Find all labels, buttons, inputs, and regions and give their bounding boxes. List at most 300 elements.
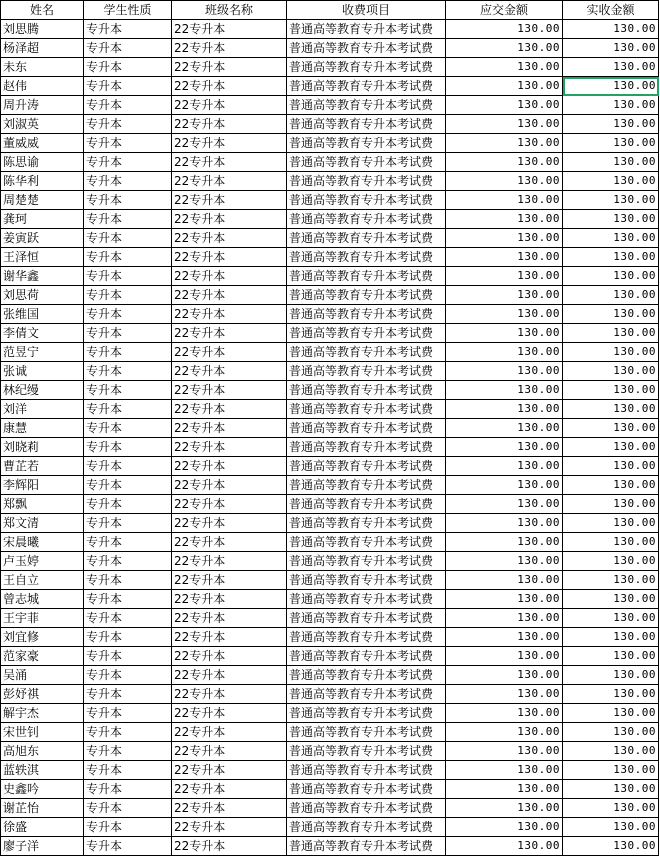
cell-student-type[interactable]: 专升本 xyxy=(84,533,172,552)
cell-amount-paid[interactable]: 130.00 xyxy=(563,58,659,77)
cell-amount-due[interactable]: 130.00 xyxy=(446,438,563,457)
table-row xyxy=(1,647,659,666)
cell-amount-paid[interactable]: 130.00 xyxy=(563,761,659,780)
cell-fee-item[interactable]: 普通高等教育专升本考试费 xyxy=(287,723,446,742)
cell-student-type[interactable]: 专升本 xyxy=(84,400,172,419)
table-row xyxy=(1,628,659,647)
cell-name[interactable]: 刘宜修 xyxy=(1,628,84,647)
cell-student-type[interactable]: 专升本 xyxy=(84,590,172,609)
cell-amount-due[interactable]: 130.00 xyxy=(446,476,563,495)
cell-fee-item[interactable]: 普通高等教育专升本考试费 xyxy=(287,267,446,286)
cell-fee-item[interactable]: 普通高等教育专升本考试费 xyxy=(287,761,446,780)
cell-fee-item[interactable]: 普通高等教育专升本考试费 xyxy=(287,704,446,723)
cell-student-type[interactable]: 专升本 xyxy=(84,666,172,685)
cell-amount-paid[interactable]: 130.00 xyxy=(563,590,659,609)
cell-class-name[interactable]: 22专升本 xyxy=(172,590,287,609)
cell-student-type[interactable]: 专升本 xyxy=(84,286,172,305)
cell-class-name[interactable]: 22专升本 xyxy=(172,96,287,115)
header-amount-due[interactable]: 应交金额 xyxy=(446,1,563,20)
cell-amount-paid[interactable]: 130.00 xyxy=(563,172,659,191)
cell-fee-item[interactable]: 普通高等教育专升本考试费 xyxy=(287,552,446,571)
cell-fee-item[interactable]: 普通高等教育专升本考试费 xyxy=(287,77,446,96)
cell-amount-due[interactable]: 130.00 xyxy=(446,343,563,362)
cell-fee-item[interactable]: 普通高等教育专升本考试费 xyxy=(287,685,446,704)
cell-class-name[interactable]: 22专升本 xyxy=(172,780,287,799)
cell-amount-due[interactable]: 130.00 xyxy=(446,39,563,58)
cell-amount-due[interactable]: 130.00 xyxy=(446,381,563,400)
cell-student-type[interactable]: 专升本 xyxy=(84,476,172,495)
cell-amount-due[interactable]: 130.00 xyxy=(446,419,563,438)
cell-amount-paid[interactable]: 130.00 xyxy=(563,552,659,571)
cell-student-type[interactable]: 专升本 xyxy=(84,58,172,77)
cell-fee-item[interactable]: 普通高等教育专升本考试费 xyxy=(287,210,446,229)
cell-class-name[interactable]: 22专升本 xyxy=(172,685,287,704)
cell-amount-paid[interactable]: 130.00 xyxy=(563,153,659,172)
cell-amount-paid[interactable]: 130.00 xyxy=(563,324,659,343)
cell-amount-due[interactable]: 130.00 xyxy=(446,400,563,419)
cell-fee-item[interactable]: 普通高等教育专升本考试费 xyxy=(287,286,446,305)
cell-name[interactable]: 郑飘 xyxy=(1,495,84,514)
table-row xyxy=(1,343,659,362)
cell-class-name[interactable]: 22专升本 xyxy=(172,77,287,96)
table-row xyxy=(1,39,659,58)
cell-amount-paid[interactable]: 130.00 xyxy=(563,799,659,818)
cell-student-type[interactable]: 专升本 xyxy=(84,723,172,742)
cell-student-type[interactable]: 专升本 xyxy=(84,39,172,58)
cell-student-type[interactable]: 专升本 xyxy=(84,248,172,267)
cell-name[interactable]: 刘思腾 xyxy=(1,20,84,39)
cell-student-type[interactable]: 专升本 xyxy=(84,267,172,286)
cell-class-name[interactable]: 22专升本 xyxy=(172,305,287,324)
cell-fee-item[interactable]: 普通高等教育专升本考试费 xyxy=(287,381,446,400)
cell-amount-due[interactable]: 130.00 xyxy=(446,153,563,172)
table-row xyxy=(1,58,659,77)
cell-student-type[interactable]: 专升本 xyxy=(84,305,172,324)
cell-amount-paid[interactable]: 130.00 xyxy=(563,39,659,58)
cell-fee-item[interactable]: 普通高等教育专升本考试费 xyxy=(287,647,446,666)
cell-student-type[interactable]: 专升本 xyxy=(84,457,172,476)
cell-name[interactable]: 吴涌 xyxy=(1,666,84,685)
cell-class-name[interactable]: 22专升本 xyxy=(172,552,287,571)
cell-student-type[interactable]: 专升本 xyxy=(84,761,172,780)
cell-name[interactable]: 未东 xyxy=(1,58,84,77)
cell-fee-item[interactable]: 普通高等教育专升本考试费 xyxy=(287,362,446,381)
cell-amount-paid[interactable]: 130.00 xyxy=(563,96,659,115)
cell-amount-due[interactable]: 130.00 xyxy=(446,362,563,381)
cell-student-type[interactable]: 专升本 xyxy=(84,438,172,457)
header-student-type[interactable]: 学生性质 xyxy=(84,1,172,20)
cell-amount-paid[interactable]: 130.00 xyxy=(563,419,659,438)
cell-class-name[interactable]: 22专升本 xyxy=(172,761,287,780)
cell-amount-paid[interactable]: 130.00 xyxy=(563,248,659,267)
cell-fee-item[interactable]: 普通高等教育专升本考试费 xyxy=(287,20,446,39)
cell-fee-item[interactable]: 普通高等教育专升本考试费 xyxy=(287,533,446,552)
table-row xyxy=(1,818,659,837)
cell-name[interactable]: 解宇杰 xyxy=(1,704,84,723)
cell-amount-due[interactable]: 130.00 xyxy=(446,96,563,115)
cell-amount-due[interactable]: 130.00 xyxy=(446,267,563,286)
cell-name[interactable]: 曹芷若 xyxy=(1,457,84,476)
cell-amount-due[interactable]: 130.00 xyxy=(446,514,563,533)
cell-student-type[interactable]: 专升本 xyxy=(84,362,172,381)
cell-amount-due[interactable]: 130.00 xyxy=(446,134,563,153)
cell-amount-due[interactable]: 130.00 xyxy=(446,761,563,780)
cell-fee-item[interactable]: 普通高等教育专升本考试费 xyxy=(287,818,446,837)
cell-amount-due[interactable]: 130.00 xyxy=(446,704,563,723)
cell-student-type[interactable]: 专升本 xyxy=(84,381,172,400)
table-row xyxy=(1,495,659,514)
cell-name[interactable]: 范昱宁 xyxy=(1,343,84,362)
cell-name[interactable]: 范家豪 xyxy=(1,647,84,666)
cell-name[interactable]: 宋晨曦 xyxy=(1,533,84,552)
cell-class-name[interactable]: 22专升本 xyxy=(172,115,287,134)
cell-name[interactable]: 廖子洋 xyxy=(1,837,84,856)
cell-name[interactable]: 刘洋 xyxy=(1,400,84,419)
cell-class-name[interactable]: 22专升本 xyxy=(172,419,287,438)
cell-name[interactable]: 姜寅跃 xyxy=(1,229,84,248)
cell-amount-due[interactable]: 130.00 xyxy=(446,20,563,39)
cell-class-name[interactable]: 22专升本 xyxy=(172,533,287,552)
cell-name[interactable]: 赵伟 xyxy=(1,77,84,96)
table-row xyxy=(1,362,659,381)
cell-student-type[interactable]: 专升本 xyxy=(84,172,172,191)
cell-amount-paid[interactable]: 130.00 xyxy=(563,837,659,856)
cell-amount-paid[interactable]: 130.00 xyxy=(563,495,659,514)
table-row xyxy=(1,761,659,780)
cell-student-type[interactable]: 专升本 xyxy=(84,647,172,666)
cell-fee-item[interactable]: 普通高等教育专升本考试费 xyxy=(287,248,446,267)
cell-student-type[interactable]: 专升本 xyxy=(84,153,172,172)
cell-amount-due[interactable]: 130.00 xyxy=(446,780,563,799)
cell-fee-item[interactable]: 普通高等教育专升本考试费 xyxy=(287,628,446,647)
cell-amount-paid[interactable]: 130.00 xyxy=(563,20,659,39)
cell-name[interactable]: 周楚楚 xyxy=(1,191,84,210)
table-row xyxy=(1,704,659,723)
cell-name[interactable]: 张维国 xyxy=(1,305,84,324)
cell-name[interactable]: 王宇菲 xyxy=(1,609,84,628)
cell-amount-paid[interactable]: 130.00 xyxy=(563,457,659,476)
cell-student-type[interactable]: 专升本 xyxy=(84,229,172,248)
cell-class-name[interactable]: 22专升本 xyxy=(172,476,287,495)
cell-student-type[interactable]: 专升本 xyxy=(84,552,172,571)
cell-class-name[interactable]: 22专升本 xyxy=(172,514,287,533)
cell-name[interactable]: 陈思谕 xyxy=(1,153,84,172)
cell-amount-due[interactable]: 130.00 xyxy=(446,533,563,552)
cell-fee-item[interactable]: 普通高等教育专升本考试费 xyxy=(287,742,446,761)
table-row xyxy=(1,590,659,609)
cell-class-name[interactable]: 22专升本 xyxy=(172,438,287,457)
cell-student-type[interactable]: 专升本 xyxy=(84,780,172,799)
cell-amount-due[interactable]: 130.00 xyxy=(446,229,563,248)
cell-class-name[interactable]: 22专升本 xyxy=(172,39,287,58)
cell-amount-due[interactable]: 130.00 xyxy=(446,115,563,134)
cell-amount-paid[interactable]: 130.00 xyxy=(563,571,659,590)
cell-student-type[interactable]: 专升本 xyxy=(84,704,172,723)
cell-amount-paid[interactable]: 130.00 xyxy=(563,400,659,419)
cell-amount-due[interactable]: 130.00 xyxy=(446,172,563,191)
cell-name[interactable]: 龚珂 xyxy=(1,210,84,229)
cell-fee-item[interactable]: 普通高等教育专升本考试费 xyxy=(287,457,446,476)
cell-name[interactable]: 李辉阳 xyxy=(1,476,84,495)
cell-student-type[interactable]: 专升本 xyxy=(84,77,172,96)
header-amount-paid[interactable]: 实收金额 xyxy=(563,1,659,20)
cell-amount-paid[interactable]: 130.00 xyxy=(563,685,659,704)
cell-amount-due[interactable]: 130.00 xyxy=(446,58,563,77)
table-row xyxy=(1,742,659,761)
cell-amount-due[interactable]: 130.00 xyxy=(446,818,563,837)
table-row xyxy=(1,96,659,115)
cell-class-name[interactable]: 22专升本 xyxy=(172,742,287,761)
cell-amount-due[interactable]: 130.00 xyxy=(446,324,563,343)
cell-name[interactable]: 王自立 xyxy=(1,571,84,590)
table-row xyxy=(1,267,659,286)
header-fee-item[interactable]: 收费项目 xyxy=(287,1,446,20)
cell-fee-item[interactable]: 普通高等教育专升本考试费 xyxy=(287,58,446,77)
cell-name[interactable]: 彭妤祺 xyxy=(1,685,84,704)
cell-amount-due[interactable]: 130.00 xyxy=(446,191,563,210)
cell-student-type[interactable]: 专升本 xyxy=(84,514,172,533)
cell-class-name[interactable]: 22专升本 xyxy=(172,191,287,210)
cell-class-name[interactable]: 22专升本 xyxy=(172,647,287,666)
cell-name[interactable]: 王泽恒 xyxy=(1,248,84,267)
cell-class-name[interactable]: 22专升本 xyxy=(172,153,287,172)
cell-class-name[interactable]: 22专升本 xyxy=(172,229,287,248)
cell-class-name[interactable]: 22专升本 xyxy=(172,609,287,628)
cell-name[interactable]: 高旭东 xyxy=(1,742,84,761)
cell-amount-due[interactable]: 130.00 xyxy=(446,248,563,267)
cell-class-name[interactable]: 22专升本 xyxy=(172,248,287,267)
table-row xyxy=(1,552,659,571)
cell-fee-item[interactable]: 普通高等教育专升本考试费 xyxy=(287,191,446,210)
cell-amount-paid[interactable]: 130.00 xyxy=(563,609,659,628)
cell-class-name[interactable]: 22专升本 xyxy=(172,571,287,590)
cell-amount-paid[interactable]: 130.00 xyxy=(563,742,659,761)
cell-fee-item[interactable]: 普通高等教育专升本考试费 xyxy=(287,153,446,172)
cell-fee-item[interactable]: 普通高等教育专升本考试费 xyxy=(287,609,446,628)
cell-amount-paid[interactable]: 130.00 xyxy=(563,666,659,685)
selected-cell[interactable]: 130.00 xyxy=(563,77,659,96)
cell-name[interactable]: 周升涛 xyxy=(1,96,84,115)
header-name[interactable]: 姓名 xyxy=(1,1,84,20)
cell-fee-item[interactable]: 普通高等教育专升本考试费 xyxy=(287,172,446,191)
cell-class-name[interactable]: 22专升本 xyxy=(172,457,287,476)
cell-fee-item[interactable]: 普通高等教育专升本考试费 xyxy=(287,837,446,856)
cell-class-name[interactable]: 22专升本 xyxy=(172,723,287,742)
cell-name[interactable]: 卢玉婷 xyxy=(1,552,84,571)
cell-amount-due[interactable]: 130.00 xyxy=(446,210,563,229)
cell-student-type[interactable]: 专升本 xyxy=(84,818,172,837)
cell-amount-paid[interactable]: 130.00 xyxy=(563,134,659,153)
table-row xyxy=(1,305,659,324)
cell-amount-paid[interactable]: 130.00 xyxy=(563,305,659,324)
cell-amount-due[interactable]: 130.00 xyxy=(446,495,563,514)
header-class-name[interactable]: 班级名称 xyxy=(172,1,287,20)
cell-student-type[interactable]: 专升本 xyxy=(84,134,172,153)
header-row xyxy=(1,1,659,20)
cell-class-name[interactable]: 22专升本 xyxy=(172,172,287,191)
cell-name[interactable]: 林纪缦 xyxy=(1,381,84,400)
cell-amount-due[interactable]: 130.00 xyxy=(446,457,563,476)
cell-class-name[interactable]: 22专升本 xyxy=(172,837,287,856)
cell-amount-paid[interactable]: 130.00 xyxy=(563,286,659,305)
cell-amount-paid[interactable]: 130.00 xyxy=(563,723,659,742)
cell-class-name[interactable]: 22专升本 xyxy=(172,20,287,39)
cell-class-name[interactable]: 22专升本 xyxy=(172,267,287,286)
cell-class-name[interactable]: 22专升本 xyxy=(172,381,287,400)
table-row xyxy=(1,210,659,229)
cell-amount-due[interactable]: 130.00 xyxy=(446,286,563,305)
cell-amount-paid[interactable]: 130.00 xyxy=(563,267,659,286)
cell-student-type[interactable]: 专升本 xyxy=(84,324,172,343)
cell-amount-paid[interactable]: 130.00 xyxy=(563,476,659,495)
cell-class-name[interactable]: 22专升本 xyxy=(172,134,287,153)
cell-fee-item[interactable]: 普通高等教育专升本考试费 xyxy=(287,229,446,248)
cell-name[interactable]: 刘晓莉 xyxy=(1,438,84,457)
cell-name[interactable]: 谢芷怡 xyxy=(1,799,84,818)
cell-class-name[interactable]: 22专升本 xyxy=(172,666,287,685)
cell-fee-item[interactable]: 普通高等教育专升本考试费 xyxy=(287,134,446,153)
cell-fee-item[interactable]: 普通高等教育专升本考试费 xyxy=(287,419,446,438)
cell-student-type[interactable]: 专升本 xyxy=(84,628,172,647)
cell-student-type[interactable]: 专升本 xyxy=(84,115,172,134)
cell-amount-due[interactable]: 130.00 xyxy=(446,609,563,628)
cell-class-name[interactable]: 22专升本 xyxy=(172,324,287,343)
cell-amount-paid[interactable]: 130.00 xyxy=(563,381,659,400)
cell-class-name[interactable]: 22专升本 xyxy=(172,818,287,837)
table-row xyxy=(1,533,659,552)
cell-student-type[interactable]: 专升本 xyxy=(84,609,172,628)
cell-fee-item[interactable]: 普通高等教育专升本考试费 xyxy=(287,324,446,343)
cell-amount-due[interactable]: 130.00 xyxy=(446,666,563,685)
cell-name[interactable]: 李倩文 xyxy=(1,324,84,343)
cell-amount-due[interactable]: 130.00 xyxy=(446,685,563,704)
cell-name[interactable]: 谢华鑫 xyxy=(1,267,84,286)
cell-fee-item[interactable]: 普通高等教育专升本考试费 xyxy=(287,495,446,514)
cell-student-type[interactable]: 专升本 xyxy=(84,419,172,438)
cell-student-type[interactable]: 专升本 xyxy=(84,799,172,818)
cell-fee-item[interactable]: 普通高等教育专升本考试费 xyxy=(287,514,446,533)
cell-name[interactable]: 徐盛 xyxy=(1,818,84,837)
cell-name[interactable]: 陈华利 xyxy=(1,172,84,191)
table-row xyxy=(1,172,659,191)
cell-amount-paid[interactable]: 130.00 xyxy=(563,438,659,457)
cell-amount-paid[interactable]: 130.00 xyxy=(563,115,659,134)
cell-amount-paid[interactable]: 130.00 xyxy=(563,514,659,533)
cell-name[interactable]: 宋世钊 xyxy=(1,723,84,742)
cell-student-type[interactable]: 专升本 xyxy=(84,571,172,590)
cell-student-type[interactable]: 专升本 xyxy=(84,495,172,514)
cell-amount-paid[interactable]: 130.00 xyxy=(563,362,659,381)
cell-amount-paid[interactable]: 130.00 xyxy=(563,229,659,248)
cell-class-name[interactable]: 22专升本 xyxy=(172,210,287,229)
cell-fee-item[interactable]: 普通高等教育专升本考试费 xyxy=(287,799,446,818)
cell-class-name[interactable]: 22专升本 xyxy=(172,628,287,647)
cell-amount-due[interactable]: 130.00 xyxy=(446,590,563,609)
table-row xyxy=(1,381,659,400)
cell-amount-paid[interactable]: 130.00 xyxy=(563,647,659,666)
table-row xyxy=(1,780,659,799)
cell-amount-due[interactable]: 130.00 xyxy=(446,723,563,742)
table-row xyxy=(1,723,659,742)
cell-class-name[interactable]: 22专升本 xyxy=(172,286,287,305)
cell-name[interactable]: 董威威 xyxy=(1,134,84,153)
cell-amount-due[interactable]: 130.00 xyxy=(446,77,563,96)
table-row xyxy=(1,438,659,457)
cell-fee-item[interactable]: 普通高等教育专升本考试费 xyxy=(287,39,446,58)
cell-name[interactable]: 史鑫吟 xyxy=(1,780,84,799)
cell-name[interactable]: 张诚 xyxy=(1,362,84,381)
cell-fee-item[interactable]: 普通高等教育专升本考试费 xyxy=(287,343,446,362)
cell-name[interactable]: 曾志城 xyxy=(1,590,84,609)
cell-name[interactable]: 刘思荷 xyxy=(1,286,84,305)
cell-amount-due[interactable]: 130.00 xyxy=(446,552,563,571)
cell-fee-item[interactable]: 普通高等教育专升本考试费 xyxy=(287,780,446,799)
table-row xyxy=(1,20,659,39)
table-row xyxy=(1,153,659,172)
cell-amount-paid[interactable]: 130.00 xyxy=(563,210,659,229)
cell-class-name[interactable]: 22专升本 xyxy=(172,799,287,818)
table-row xyxy=(1,476,659,495)
cell-student-type[interactable]: 专升本 xyxy=(84,20,172,39)
cell-student-type[interactable]: 专升本 xyxy=(84,837,172,856)
cell-amount-due[interactable]: 130.00 xyxy=(446,742,563,761)
cell-class-name[interactable]: 22专升本 xyxy=(172,495,287,514)
cell-amount-paid[interactable]: 130.00 xyxy=(563,343,659,362)
cell-name[interactable]: 刘淑英 xyxy=(1,115,84,134)
cell-student-type[interactable]: 专升本 xyxy=(84,742,172,761)
cell-amount-paid[interactable]: 130.00 xyxy=(563,780,659,799)
cell-class-name[interactable]: 22专升本 xyxy=(172,362,287,381)
cell-amount-due[interactable]: 130.00 xyxy=(446,571,563,590)
cell-fee-item[interactable]: 普通高等教育专升本考试费 xyxy=(287,476,446,495)
cell-student-type[interactable]: 专升本 xyxy=(84,191,172,210)
cell-name[interactable]: 郑文清 xyxy=(1,514,84,533)
cell-name[interactable]: 蓝轶淇 xyxy=(1,761,84,780)
cell-amount-due[interactable]: 130.00 xyxy=(446,628,563,647)
cell-fee-item[interactable]: 普通高等教育专升本考试费 xyxy=(287,666,446,685)
cell-name[interactable]: 杨泽超 xyxy=(1,39,84,58)
table-row xyxy=(1,571,659,590)
cell-fee-item[interactable]: 普通高等教育专升本考试费 xyxy=(287,115,446,134)
cell-class-name[interactable]: 22专升本 xyxy=(172,58,287,77)
cell-amount-due[interactable]: 130.00 xyxy=(446,305,563,324)
cell-amount-due[interactable]: 130.00 xyxy=(446,647,563,666)
cell-class-name[interactable]: 22专升本 xyxy=(172,400,287,419)
cell-student-type[interactable]: 专升本 xyxy=(84,210,172,229)
cell-class-name[interactable]: 22专升本 xyxy=(172,343,287,362)
cell-student-type[interactable]: 专升本 xyxy=(84,685,172,704)
cell-fee-item[interactable]: 普通高等教育专升本考试费 xyxy=(287,400,446,419)
cell-amount-due[interactable]: 130.00 xyxy=(446,799,563,818)
cell-name[interactable]: 康慧 xyxy=(1,419,84,438)
cell-amount-paid[interactable]: 130.00 xyxy=(563,704,659,723)
table-body xyxy=(1,20,659,856)
cell-amount-due[interactable]: 130.00 xyxy=(446,837,563,856)
cell-fee-item[interactable]: 普通高等教育专升本考试费 xyxy=(287,571,446,590)
table-row xyxy=(1,286,659,305)
cell-class-name[interactable]: 22专升本 xyxy=(172,704,287,723)
cell-fee-item[interactable]: 普通高等教育专升本考试费 xyxy=(287,305,446,324)
cell-student-type[interactable]: 专升本 xyxy=(84,96,172,115)
cell-student-type[interactable]: 专升本 xyxy=(84,343,172,362)
cell-amount-paid[interactable]: 130.00 xyxy=(563,533,659,552)
cell-fee-item[interactable]: 普通高等教育专升本考试费 xyxy=(287,438,446,457)
cell-amount-paid[interactable]: 130.00 xyxy=(563,191,659,210)
cell-fee-item[interactable]: 普通高等教育专升本考试费 xyxy=(287,96,446,115)
cell-amount-paid[interactable]: 130.00 xyxy=(563,818,659,837)
cell-fee-item[interactable]: 普通高等教育专升本考试费 xyxy=(287,590,446,609)
cell-amount-paid[interactable]: 130.00 xyxy=(563,628,659,647)
